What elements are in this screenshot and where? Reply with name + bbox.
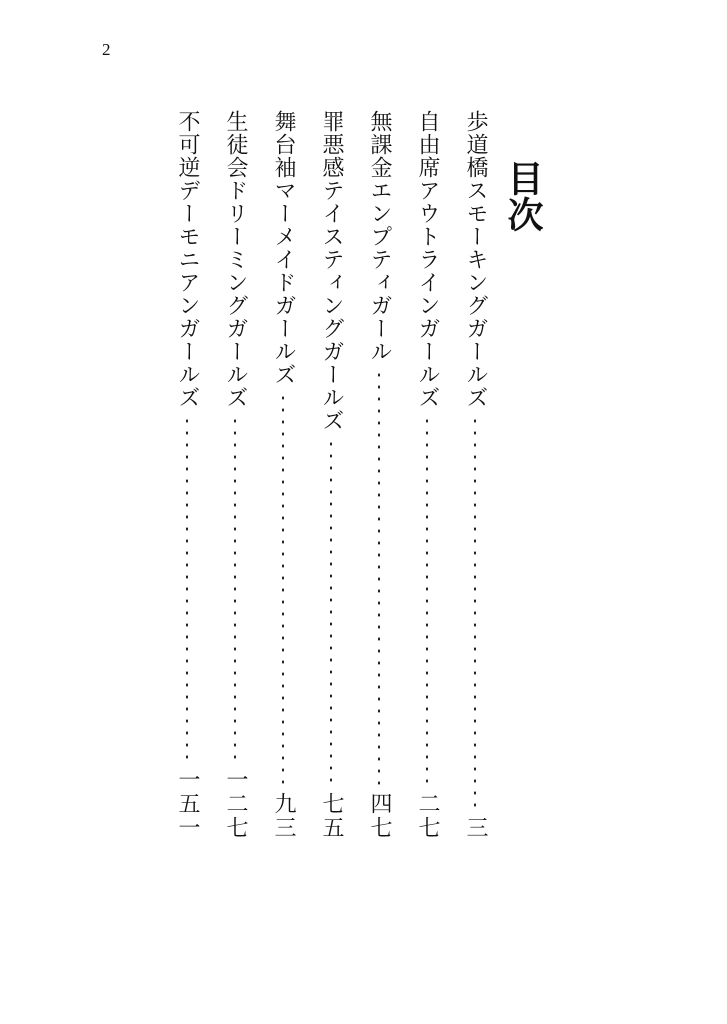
toc-entry-page: 一二七 (223, 768, 248, 840)
toc-entry-page: 四七 (367, 792, 392, 840)
toc-entry-4[interactable] (316, 110, 346, 840)
toc-entry-page: 一五一 (175, 768, 200, 840)
page-number: 2 (102, 40, 111, 59)
toc-entry-1[interactable] (460, 110, 490, 840)
toc-entry-title: 無課金エンプティガール (367, 110, 392, 363)
toc-entry-page: 九三 (271, 792, 296, 840)
toc-entry-2[interactable] (412, 110, 442, 840)
toc-entry-title: 歩道橋スモーキングガールズ (463, 110, 488, 409)
toc-entry-title: 不可逆デーモニアンガールズ (175, 110, 200, 409)
toc-entry-page: 七五 (319, 792, 344, 840)
dot-leader (234, 415, 236, 762)
toc-entry-7[interactable] (172, 110, 202, 840)
toc-heading: 目次 (502, 160, 544, 232)
toc-entry-6[interactable] (220, 110, 250, 840)
toc-entry-page: 二七 (415, 792, 440, 840)
toc-entry-title: 生徒会ドリーミングガールズ (223, 110, 248, 409)
toc-entry-5[interactable] (268, 110, 298, 840)
toc-entry-title: 舞台袖マーメイドガールズ (271, 110, 296, 386)
dot-leader (426, 415, 428, 786)
toc-entry-title: 自由席アウトラインガールズ (415, 110, 440, 409)
dot-leader (186, 415, 188, 762)
dot-leader (474, 415, 476, 810)
dot-leader (330, 438, 332, 786)
dot-leader (378, 369, 380, 786)
dot-leader (282, 392, 284, 786)
toc-entry-page: 三 (463, 816, 488, 840)
toc-entry-3[interactable] (364, 110, 394, 840)
toc-entry-title: 罪悪感テイスティングガールズ (319, 110, 344, 432)
